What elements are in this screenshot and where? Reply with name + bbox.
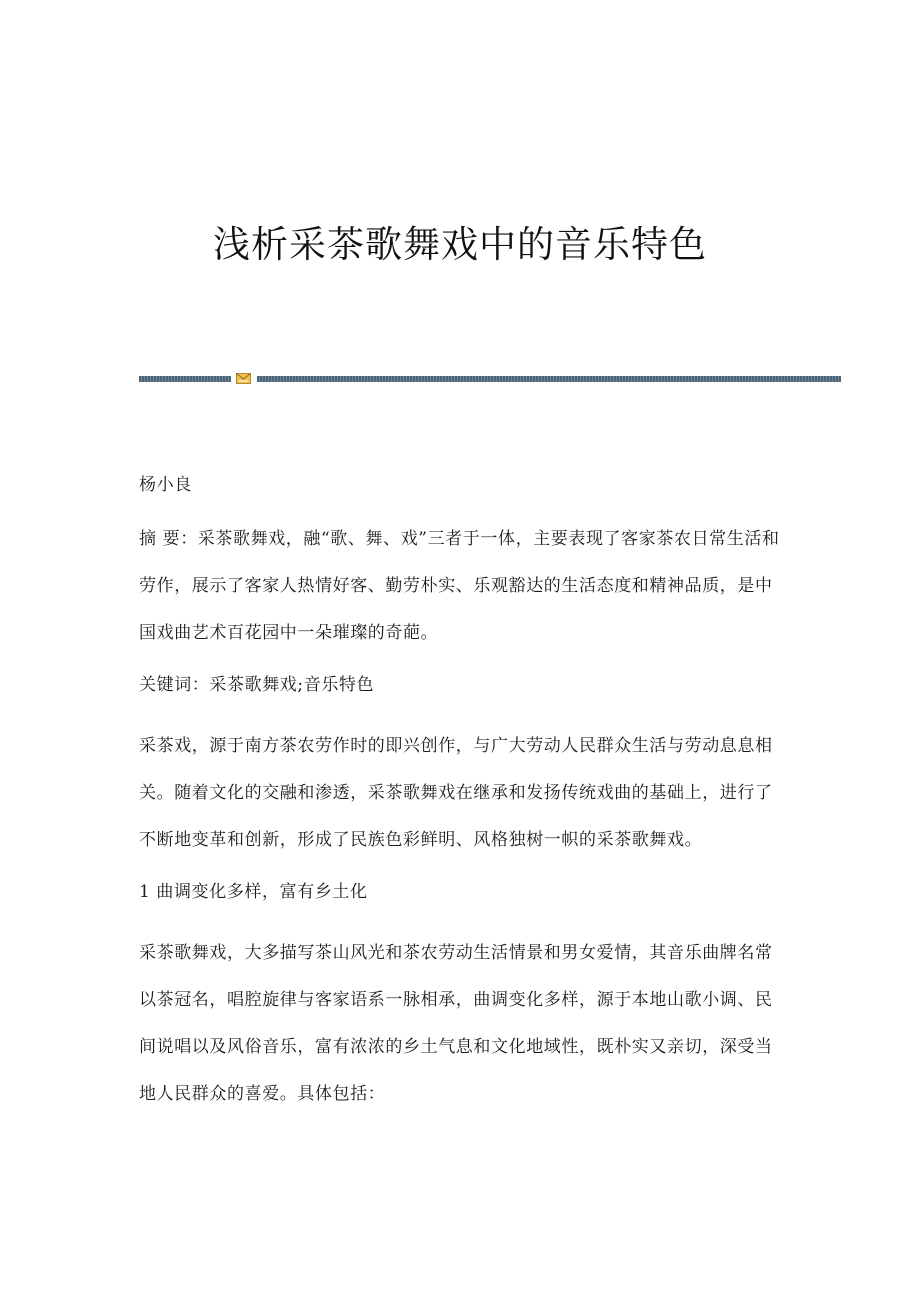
divider-right-segment bbox=[257, 376, 841, 382]
author-name: 杨小良 bbox=[139, 475, 192, 495]
envelope-icon bbox=[236, 373, 251, 384]
title-divider bbox=[139, 375, 841, 383]
intro-paragraph: 采茶戏，源于南方茶农劳作时的即兴创作，与广大劳动人民群众生活与劳动息息相关。随着文化的交融和渗透，采茶歌舞戏在继承和发扬传统戏曲的基础上，进行了不断地变革和创新，形成了民族色彩鲜明、风格独树一帜的采茶歌舞戏。 bbox=[139, 736, 773, 850]
divider-left-segment bbox=[139, 376, 231, 382]
document-body bbox=[139, 469, 784, 1144]
keywords-line: 关键词：采茶歌舞戏;音乐特色 bbox=[139, 675, 375, 695]
section-paragraph: 采茶歌舞戏，大多描写茶山风光和茶农劳动生活情景和男女爱情，其音乐曲牌名常以茶冠名，唱腔旋律与客家语系一脉相承，曲调变化多样，源于本地山歌小调、民间说唱以及风俗音乐，富有浓浓的乡土气息和文化地域性，既朴实又亲切，深受当地人民群众的喜爱。具体包括： bbox=[139, 943, 773, 1104]
document-title: 浅析采茶歌舞戏中的音乐特色 bbox=[213, 223, 707, 266]
abstract-paragraph: 摘 要：采茶歌舞戏，融“歌、舞、戏”三者于一体，主要表现了客家茶农日常生活和劳作，展示了客家人热情好客、勤劳朴实、乐观豁达的生活态度和精神品质，是中国戏曲艺术百花园中一朵璀璨的奇葩。 bbox=[139, 529, 780, 643]
section-heading: 1 曲调变化多样，富有乡土化 bbox=[139, 882, 368, 902]
